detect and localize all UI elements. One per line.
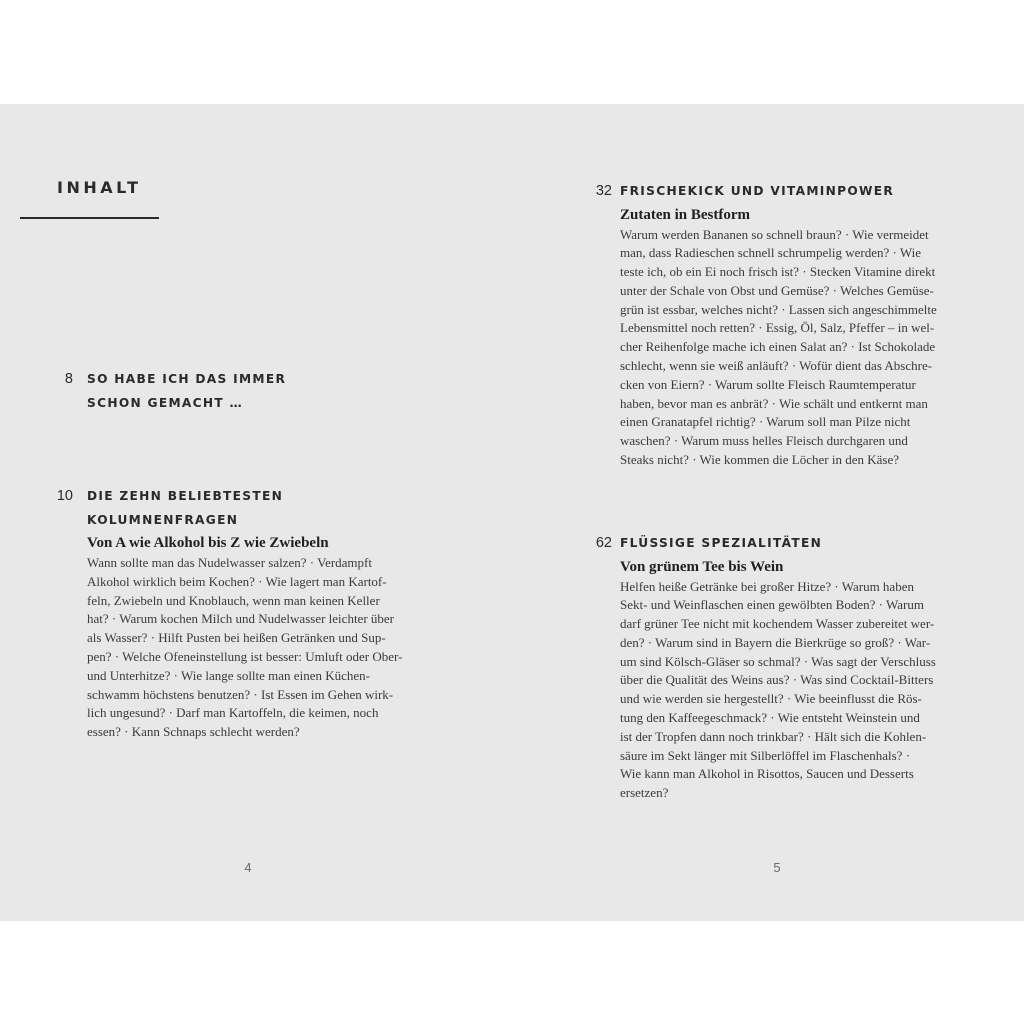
description-line: haben, bevor man es anbrät? · Wie schält und entkernt man [620,395,928,411]
description-line: um sind Kölsch-Gläser so schmal? · Was sagt der Verschluss [620,653,936,669]
entry-description [620,226,969,470]
entry-page-number: 8 [64,371,73,387]
description-line: ist der Tropfen dann noch trinkbar? · Hält sich die Kohlen- [620,728,927,744]
entry-title-line: SCHON GEMACHT … [87,395,244,410]
entry-title-line: FRISCHEKICK UND VITAMINPOWER [620,184,895,198]
description-line: schwamm höchstens benutzen? · Ist Essen im Gehen wirk- [87,686,394,702]
entry-title [620,180,969,204]
description-line: cken von Eiern? · Warum sollte Fleisch Raumtemperatur [620,376,916,392]
description-line: darf grüner Tee nicht mit kochendem Wasser zubereitet wer- [620,616,935,632]
entry-subtitle: Zutaten in Bestform [620,206,750,223]
toc-entry-32 [595,180,969,470]
heading-rule [20,217,159,219]
description-line: pen? · Welche Ofeneinstellung ist besser: Umluft oder Ober- [87,648,403,664]
description-line: Sekt- und Weinflaschen einen gewölbten Boden? · Warum [620,597,924,613]
toc-entry-10 [56,485,436,742]
description-line: schlecht, wenn sie weiß anläuft? · Wofür dient das Abschre- [620,358,933,374]
entry-description [620,578,969,804]
description-line: ersetzen? [620,785,669,801]
entry-title-line: SO HABE ICH DAS IMMER [87,372,287,386]
description-line: als Wasser? · Hilft Pusten bei heißen Getränken und Sup- [87,630,386,646]
entry-title [87,368,286,415]
description-line: waschen? · Warum muss helles Fleisch durchgaren und [620,433,908,449]
entry-page-number: 32 [595,183,612,199]
toc-entry-8 [64,368,287,415]
entry-subtitle: Von grünem Tee bis Wein [620,558,784,575]
description-line: und Unterhitze? · Wie lange sollte man einen Küchen- [87,667,370,683]
entry-title [87,485,436,532]
entry-page-number: 10 [56,488,73,504]
description-line: den? · Warum sind in Bayern die Bierkrüge so groß? · War- [620,634,931,650]
description-line: essen? · Kann Schnaps schlecht werden? [87,724,300,740]
entry-title-line: KOLUMNENFRAGEN [87,512,239,527]
description-line: unter der Schale von Obst und Gemüse? · Welches Gemüse- [620,282,934,298]
description-line: Lebensmittel noch retten? · Essig, Öl, Salz, Pfeffer – in wel- [620,320,935,336]
description-line: über die Qualität des Weins aus? · Was sind Cocktail-Bitters [620,672,934,688]
toc-entry-62 [595,532,969,803]
description-line: Wann sollte man das Nudelwasser salzen? · Verdampft [87,555,372,570]
description-line: säure im Sekt länger mit Silberlöffel im Flaschenhals? · [620,747,911,763]
description-line: hat? · Warum kochen Milch und Nudelwasser leichter über [87,611,394,627]
description-line: cher Reihenfolge mache ich einen Salat an? · Ist Schokolade [620,339,936,355]
page-heading: INHALT [57,178,142,197]
page-number-left: 4 [244,860,252,875]
entry-subtitle: Von A wie Alkohol bis Z wie Zwiebeln [87,535,329,551]
page-number-right: 5 [773,860,781,875]
description-line: grün ist essbar, welches nicht? · Lassen sich angeschimmelte [620,301,937,317]
description-line: lich ungesund? · Darf man Kartoffeln, die keimen, noch [87,705,379,721]
description-line: Helfen heiße Getränke bei großer Hitze? · Warum haben [620,578,914,594]
description-line: und wie werden sie hergestellt? · Wie beeinflusst die Rös- [620,691,922,707]
description-line: einen Granatapfel richtig? · Warum soll man Pilze nicht [620,414,911,430]
entry-title-line: FLÜSSIGE SPEZIALITÄTEN [620,536,823,550]
description-line: Alkohol wirklich beim Kochen? · Wie lagert man Kartof- [87,573,387,589]
entry-title [620,532,969,556]
description-line: Wie kann man Alkohol in Risottos, Saucen und Desserts [620,766,914,782]
entry-page-number: 62 [595,535,612,551]
description-line: teste ich, ob ein Ei noch frisch ist? · Stecken Vitamine direkt [620,264,936,280]
description-line: Warum werden Bananen so schnell braun? · Wie vermeidet [620,226,929,242]
description-line: man, dass Radieschen schnell schrumpelig werden? · Wie [620,245,922,261]
description-line: Steaks nicht? · Wie kommen die Löcher in den Käse? [620,452,900,468]
description-line: tung den Kaffeegeschmack? · Wie entsteht Weinstein und [620,710,920,726]
entry-description [87,554,436,742]
description-line: feln, Zwiebeln und Knoblauch, wenn man keinen Keller [87,592,380,608]
entry-title-line: DIE ZEHN BELIEBTESTEN [87,489,284,503]
